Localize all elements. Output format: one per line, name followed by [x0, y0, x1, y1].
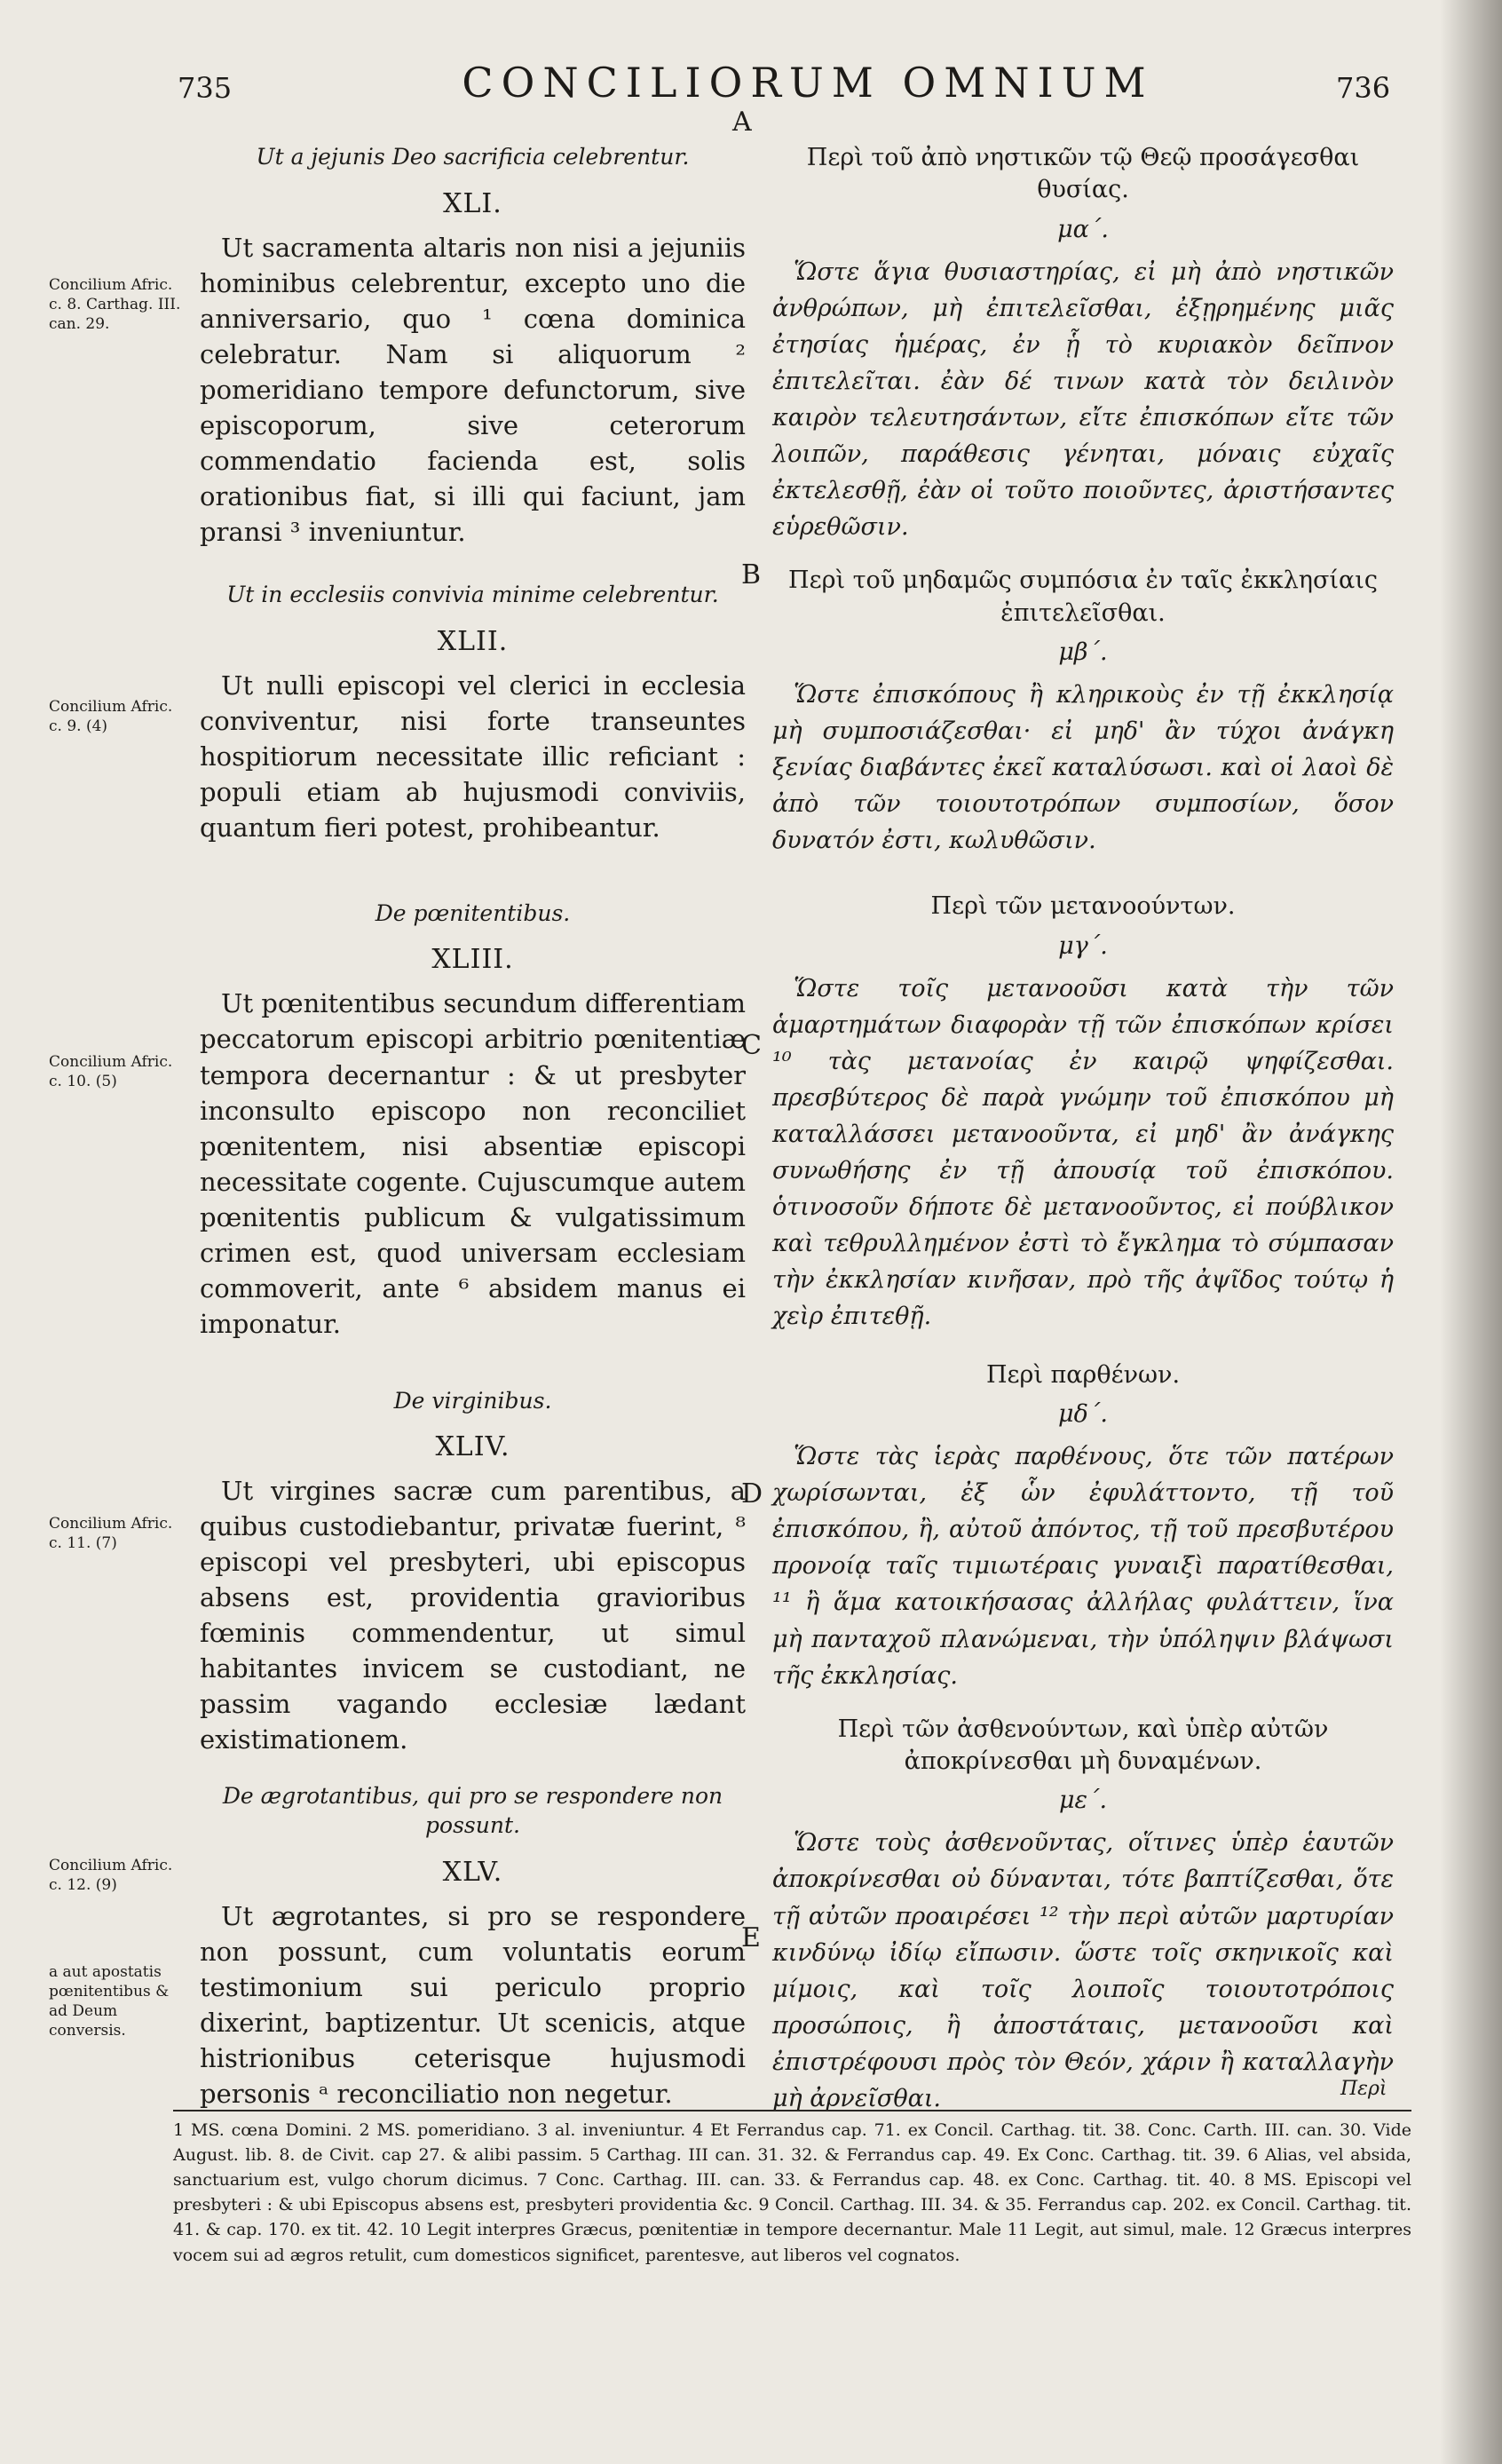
page-number-right: 736: [1336, 71, 1391, 105]
canon-44-greek: [772, 1359, 1394, 1694]
margin-note: Concilium Afric. c. 9. (4): [49, 698, 173, 736]
canon-heading: Περὶ παρθένων.: [985, 1360, 1181, 1389]
canon-42-greek: [772, 565, 1394, 859]
running-title: CONCILIORUM OMNIUM: [462, 59, 1154, 107]
canon-43-latin: [200, 899, 746, 1342]
margin-letter: C: [741, 1030, 762, 1061]
margin-note: a aut apostatis pœnitentibus & ad Deum conversis.: [49, 1963, 170, 2040]
canon-numeral: μδ΄.: [1058, 1400, 1108, 1429]
margin-note: Concilium Afric. c. 10. (5): [49, 1053, 173, 1091]
canon-numeral: XLIV.: [435, 1431, 510, 1463]
canon-numeral: μγ΄.: [1058, 931, 1108, 960]
canon-text: Ut sacramenta altaris non nisi a jejuniis hominibus celebrentur, excepto uno die anniversario, quo ¹ cœna dominica celebratur. Nam si aliquorum ² pomeridiano tempore defunctorum, sive episcoporum, sive ceterorum commendatio facienda est, solis orationibus fiat, si illi qui faciunt, jam pransi ³ inveniuntur.: [200, 232, 746, 547]
canon-heading: Ut a jejunis Deo sacrificia celebrentur.: [256, 144, 690, 170]
canon-heading: Περὶ τῶν ἀσθενούντων, καὶ ὑπὲρ αὐτῶν ἀποκρίνεσθαι μὴ δυναμένων.: [837, 1715, 1329, 1775]
margin-letter-a: A: [732, 107, 752, 138]
canon-text: Ut nulli episcopi vel clerici in ecclesia conviventur, nisi forte transeuntes hospitiorum necessitate illic reficiant : populi etiam ab hujusmodi conviviis, quantum fieri potest, prohibeantur.: [200, 669, 746, 843]
canon-45-greek: [772, 1714, 1394, 2117]
canon-heading: De ægrotantibus, qui pro se respondere non possunt.: [222, 1782, 723, 1839]
page-number-left: 735: [178, 71, 233, 105]
canon-41-latin: [200, 142, 746, 550]
canon-heading: Ut in ecclesiis convivia minime celebrentur.: [226, 581, 719, 607]
canon-numeral: μα΄.: [1057, 215, 1109, 243]
margin-letter: B: [741, 559, 762, 590]
margin-note: Concilium Afric. c. 12. (9): [49, 1857, 173, 1895]
canon-heading: Περὶ τῶν μετανοούντων.: [930, 892, 1236, 921]
latin-column: [200, 142, 746, 2131]
canon-numeral: με΄.: [1058, 1787, 1108, 1815]
canon-42-latin: [200, 580, 746, 845]
footnotes: 1 MS. cœna Domini. 2 MS. pomeridiano. 3 al. inveniuntur. 4 Et Ferrandus cap. 71. ex Concil. Carthag. tit. 38. Conc. Carth. III. can. 30. Vide August. lib. 8. de Civit. cap 27. & alibi passim. 5 Carthag. III can. 31. 32. & Ferrandus cap. 49. Ex Conc. Carthag. tit. 39. 6 Alias, vel absida, sanctuarium est, vulgo chorum dicimus. 7 Conc. Carthag. III. can. 33. & Ferrandus cap. 48. ex Conc. Carthag. tit. 40. 8 MS. Episcopi vel presbyteri : & ubi Episcopus absens est, presbyteri providentia &c. 9 Concil. Carthag. III. 34. & 35. Ferrandus cap. 202. ex Concil. Carthag. tit. 41. & cap. 170. ex tit. 42. 10 Legit interpres Græcus, pœnitentiæ in tempore decernantur. Male 11 Legit, aut simul, male. 12 Græcus interpres vocem sui ad ægros retulit, cum domesticos significet, parentesve, aut liberos vel cognatos.: [173, 2120, 1411, 2265]
canon-text: Ut ægrotantes, si pro se respondere non possunt, cum voluntatis eorum testimonium sui periculo proprio dixerint, baptizentur. Ut scenicis, atque histrionibus ceterisque hujusmodi personis ᵃ reconciliatio non negetur.: [200, 1901, 746, 2110]
canon-heading: Περὶ τοῦ μηδαμῶς συμπόσια ἐν ταῖς ἐκκλησίαις ἐπιτελεῖσθαι.: [788, 566, 1378, 627]
margin-letter: D: [741, 1478, 763, 1509]
canon-numeral: XLII.: [437, 625, 509, 657]
canon-43-greek: [772, 891, 1394, 1335]
margin-note: Concilium Afric. c. 11. (7): [49, 1515, 173, 1553]
margin-note: Concilium Afric. c. 8. Carthag. III. can. 29.: [49, 276, 181, 334]
canon-text: Ὥστε ἅγια θυσιαστηρίας, εἰ μὴ ἀπὸ νηστικῶν ἀνθρώπων, μὴ ἐπιτελεῖσθαι, ἐξῃρημένης μιᾶς ἐτησίας ἡμέρας, ἐν ᾗ τὸ κυριακὸν δεῖπνον ἐπιτελεῖται. ἐὰν δέ τινων κατὰ τὸν δειλινὸν καιρὸν τελευτησάντων, εἴτε ἐπισκόπων εἴτε τῶν λοιπῶν, παράθεσις γένηται, μόναις εὐχαῖς ἐκτελεσθῇ, ἐὰν οἱ τοῦτο ποιοῦντες, ἀριστήσαντες εὑρεθῶσιν.: [772, 257, 1394, 542]
margin-letter: E: [741, 1922, 761, 1953]
canon-44-latin: [200, 1386, 746, 1758]
binding-shadow: [1440, 0, 1502, 2464]
canon-text: Ut pœnitentibus secundum differentiam peccatorum episcopi arbitrio pœnitentiæ tempora decernantur : & ut presbyter inconsulto episcopo non reconciliet pœnitentem, nisi absentiæ episcopi necessitate cogente. Cujuscumque autem pœnitentis publicum & vulgatissimum crimen est, quod universam ecclesiam commoverit, ante ⁶ absidem manus ei imponatur.: [200, 988, 746, 1339]
canon-numeral: XLV.: [442, 1857, 503, 1888]
canon-45-latin: [200, 1781, 746, 2112]
canon-text: Ὥστε τὰς ἱερὰς παρθένους, ὅτε τῶν πατέρων χωρίσωνται, ἐξ ὧν ἐφυλάττοντο, τῇ τοῦ ἐπισκόπου, ἢ, αὐτοῦ ἀπόντος, τῇ τοῦ πρεσβυτέρου προνοίᾳ ταῖς τιμιωτέραις γυναιξὶ παρατίθεσθαι, ¹¹ ἢ ἅμα κατοικήσασας ἀλλήλας φυλάττειν, ἵνα μὴ πανταχοῦ πλανώμεναι, τὴν ὑπόληψιν βλάψωσι τῆς ἐκκλησίας.: [772, 1443, 1394, 1690]
canon-numeral: μβ΄.: [1058, 638, 1108, 666]
footnote-rule: [173, 2110, 1411, 2111]
canon-text: Ὥστε τοὺς ἀσθενοῦντας, οἵτινες ὑπὲρ ἑαυτῶν ἀποκρίνεσθαι οὐ δύνανται, τότε βαπτίζεσθαι, ὅτε τῇ αὐτῶν προαιρέσει ¹² τὴν περὶ αὐτῶν μαρτυρίαν κινδύνῳ ἰδίῳ εἴπωσιν. ὥστε τοῖς σκηνικοῖς καὶ μίμοις, καὶ τοῖς λοιποῖς τοιουτοτρόποις προσώποις, ἢ ἀποστάταις, μετανοοῦσι καὶ ἐπιστρέφουσι πρὸς τὸν Θεόν, χάριν ἢ καταλλαγὴν μὴ ἀρνεῖσθαι.: [772, 1829, 1394, 2112]
canon-text: Ut virgines sacræ cum parentibus, a quibus custodiebantur, privatæ fuerint, ⁸ episcopi vel presbyteri, ubi episcopus absens est, providentia gravioribus fœminis commendentur, ut simul habitantes invicem se custodiant, ne passim vagando ecclesiæ lædant existimationem.: [200, 1476, 746, 1755]
canon-text: Ὥστε ἐπισκόπους ἢ κληρικοὺς ἐν τῇ ἐκκλησίᾳ μὴ συμποσιάζεσθαι· εἰ μηδ' ἂν τύχοι ἀνάγκη ξενίας διαβάντες ἐκεῖ καταλύσωσι. καὶ οἱ λαοὶ δὲ ἀπὸ τῶν τοιουτοτρόπων συμποσίων, ὅσον δυνατόν ἐστι, κωλυθῶσιν.: [772, 681, 1394, 855]
canon-41-greek: [772, 142, 1394, 545]
canon-text: Ὥστε τοῖς μετανοοῦσι κατὰ τὴν τῶν ἁμαρτημάτων διαφορὰν τῇ τῶν ἐπισκόπων κρίσει ¹⁰ τὰς μετανοίας ἐν καιρῷ ψηφίζεσθαι. πρεσβύτερος δὲ παρὰ γνώμην τοῦ ἐπισκόπου μὴ καταλλάσσει μετανοοῦντα, εἰ μηδ' ἂν ἀνάγκης συνωθήσης ἐν τῇ ἀπουσίᾳ τοῦ ἐπισκόπου. ὁτινοσοῦν δήποτε δὲ μετανοοῦντος, εἰ πούβλικον καὶ τεθρυλλημένον ἐστὶ τὸ ἔγκλημα τὸ σύμπασαν τὴν ἐκκλησίαν κινῆσαν, πρὸ τῆς ἀψῖδος τούτῳ ἡ χεὶρ ἐπιτεθῇ.: [772, 974, 1394, 1330]
canon-heading: Περὶ τοῦ ἀπὸ νηστικῶν τῷ Θεῷ προσάγεσθαι θυσίας.: [806, 144, 1360, 204]
canon-numeral: XLIII.: [431, 944, 514, 976]
canon-numeral: XLI.: [443, 187, 502, 219]
catchword: Περὶ: [1340, 2078, 1387, 2100]
greek-column: [772, 142, 1394, 2136]
canon-heading: De virginibus.: [393, 1387, 552, 1414]
canon-heading: De pœnitentibus.: [375, 899, 571, 926]
